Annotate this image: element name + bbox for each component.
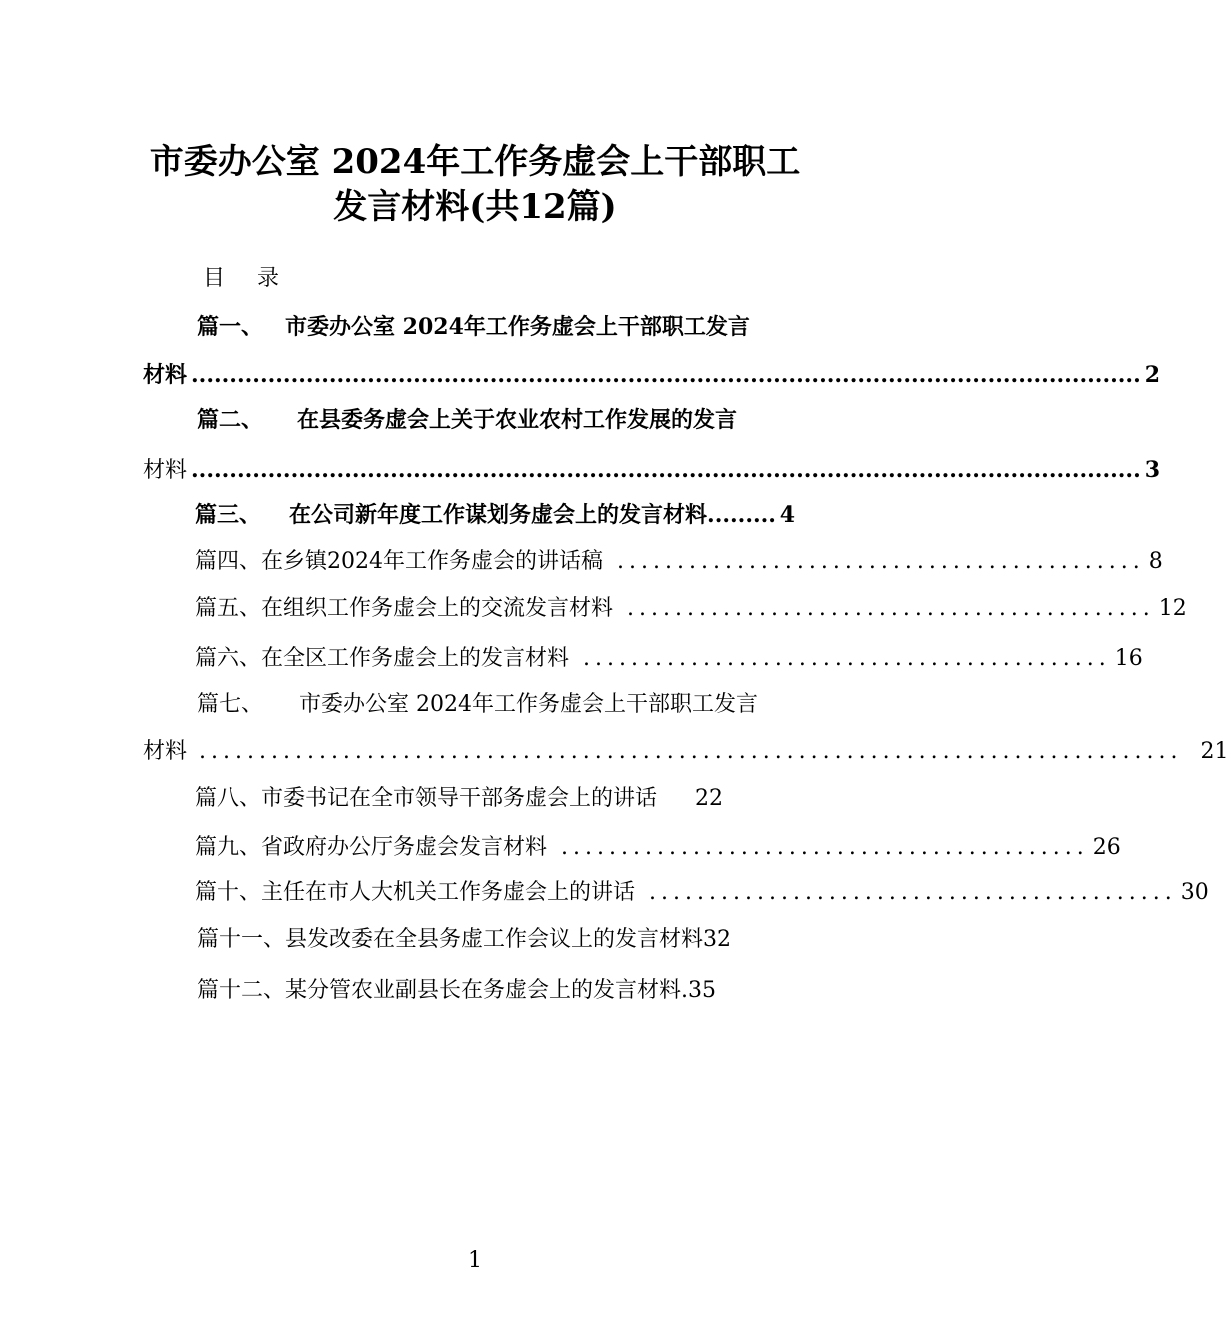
- document-title-line-1: 市委办公室 2024年工作务虚会上干部职工: [149, 142, 801, 182]
- toc-entry-page: 12: [1158, 596, 1187, 621]
- toc-entry-title: 市委办公室 2024年工作务虚会上干部职工发言: [299, 692, 758, 717]
- toc-entry-page: 30: [1180, 880, 1209, 905]
- toc-leader-dots: ............................................: [649, 880, 1177, 905]
- toc-entry-label: 篇十、: [195, 880, 262, 905]
- toc-entry-title: 县发改委在全县务虚工作会议上的发言材料: [285, 927, 704, 952]
- toc-entry-8[interactable]: [195, 784, 723, 814]
- toc-entry-3[interactable]: [195, 500, 795, 530]
- toc-entry-label: 篇十一、: [197, 927, 286, 952]
- toc-entry-title: 在乡镇2024年工作务虚会的讲话稿: [261, 549, 604, 574]
- toc-entry-title: 市委办公室 2024年工作务虚会上干部职工发言: [285, 314, 750, 340]
- toc-entry-title: 在县委务虚会上关于农业农村工作发展的发言: [297, 407, 738, 433]
- toc-leader-dots: ............................................................................................................................: [191, 362, 1141, 388]
- toc-entry-title-cont: 材料: [143, 458, 188, 483]
- toc-entry-7-line-2[interactable]: [143, 737, 1228, 767]
- toc-entry-title: 市委书记在全市领导干部务虚会上的讲话: [261, 786, 658, 811]
- toc-heading-char-2: 录: [257, 266, 280, 291]
- toc-entry-label: 篇五、: [195, 596, 262, 621]
- toc-leader-dot: .: [681, 978, 689, 1003]
- toc-entry-title: 某分管农业副县长在务虚会上的发言材料: [285, 978, 682, 1003]
- toc-entry-label: 篇三、: [195, 502, 262, 528]
- toc-leader-dots: ............................................................................................................................: [191, 457, 1141, 483]
- toc-entry-label: 篇一、: [197, 314, 264, 340]
- toc-entry-title: 在全区工作务虚会上的发言材料: [261, 646, 570, 671]
- toc-entry-5[interactable]: [195, 594, 1187, 624]
- toc-entry-page: 2: [1144, 362, 1161, 388]
- toc-entry-10[interactable]: [195, 878, 1209, 908]
- toc-heading: [203, 264, 279, 294]
- toc-entry-1-line-1[interactable]: [197, 312, 750, 342]
- toc-entry-label: 篇六、: [195, 646, 262, 671]
- toc-entry-title: 主任在市人大机关工作务虚会上的讲话: [261, 880, 636, 905]
- toc-entry-page: 21: [1200, 739, 1228, 764]
- toc-entry-page: 4: [779, 502, 795, 528]
- toc-entry-page: 35: [688, 978, 717, 1003]
- toc-entry-page: 32: [703, 927, 732, 952]
- toc-entry-11[interactable]: [197, 925, 731, 955]
- toc-entry-page: 16: [1114, 646, 1143, 671]
- toc-leader-dots: ..................................................................................: [199, 739, 1183, 764]
- toc-entry-page: 8: [1148, 549, 1163, 574]
- toc-entry-label: 篇二、: [197, 407, 264, 433]
- toc-entry-1-line-2[interactable]: [143, 360, 1161, 390]
- toc-entry-7-line-1[interactable]: [197, 690, 758, 720]
- toc-leader-dots: .........: [707, 502, 776, 528]
- toc-entry-6[interactable]: [195, 644, 1143, 674]
- toc-entry-9[interactable]: [195, 833, 1121, 863]
- toc-entry-title: 在公司新年度工作谋划务虚会上的发言材料: [289, 502, 708, 528]
- toc-entry-label: 篇九、: [195, 835, 262, 860]
- document-title-line-2: 发言材料(共12篇): [333, 187, 617, 227]
- toc-entry-title-cont: 材料: [143, 362, 188, 388]
- toc-entry-label: 篇四、: [195, 549, 262, 574]
- toc-entry-12[interactable]: [197, 976, 716, 1006]
- toc-leader-dots: ............................................: [561, 835, 1089, 860]
- toc-entry-label: 篇八、: [195, 786, 262, 811]
- toc-entry-page: 26: [1092, 835, 1121, 860]
- toc-entry-label: 篇七、: [197, 692, 264, 717]
- toc-leader-dots: ............................................: [583, 646, 1111, 671]
- toc-leader-dots: ............................................: [617, 549, 1145, 574]
- toc-entry-page: 22: [695, 786, 724, 811]
- toc-entry-2-line-2[interactable]: [143, 455, 1161, 486]
- toc-entry-page: 3: [1144, 457, 1161, 483]
- toc-entry-title: 省政府办公厅务虚会发言材料: [261, 835, 548, 860]
- toc-entry-title-cont: 材料: [143, 739, 188, 764]
- toc-entry-2-line-1[interactable]: [197, 405, 737, 435]
- toc-leader-dots: ............................................: [627, 596, 1155, 621]
- toc-entry-label: 篇十二、: [197, 978, 286, 1003]
- toc-entry-title: 在组织工作务虚会上的交流发言材料: [261, 596, 614, 621]
- toc-entry-4[interactable]: [195, 547, 1163, 577]
- toc-heading-char-1: 目: [203, 266, 226, 291]
- page-number: 1: [468, 1248, 482, 1273]
